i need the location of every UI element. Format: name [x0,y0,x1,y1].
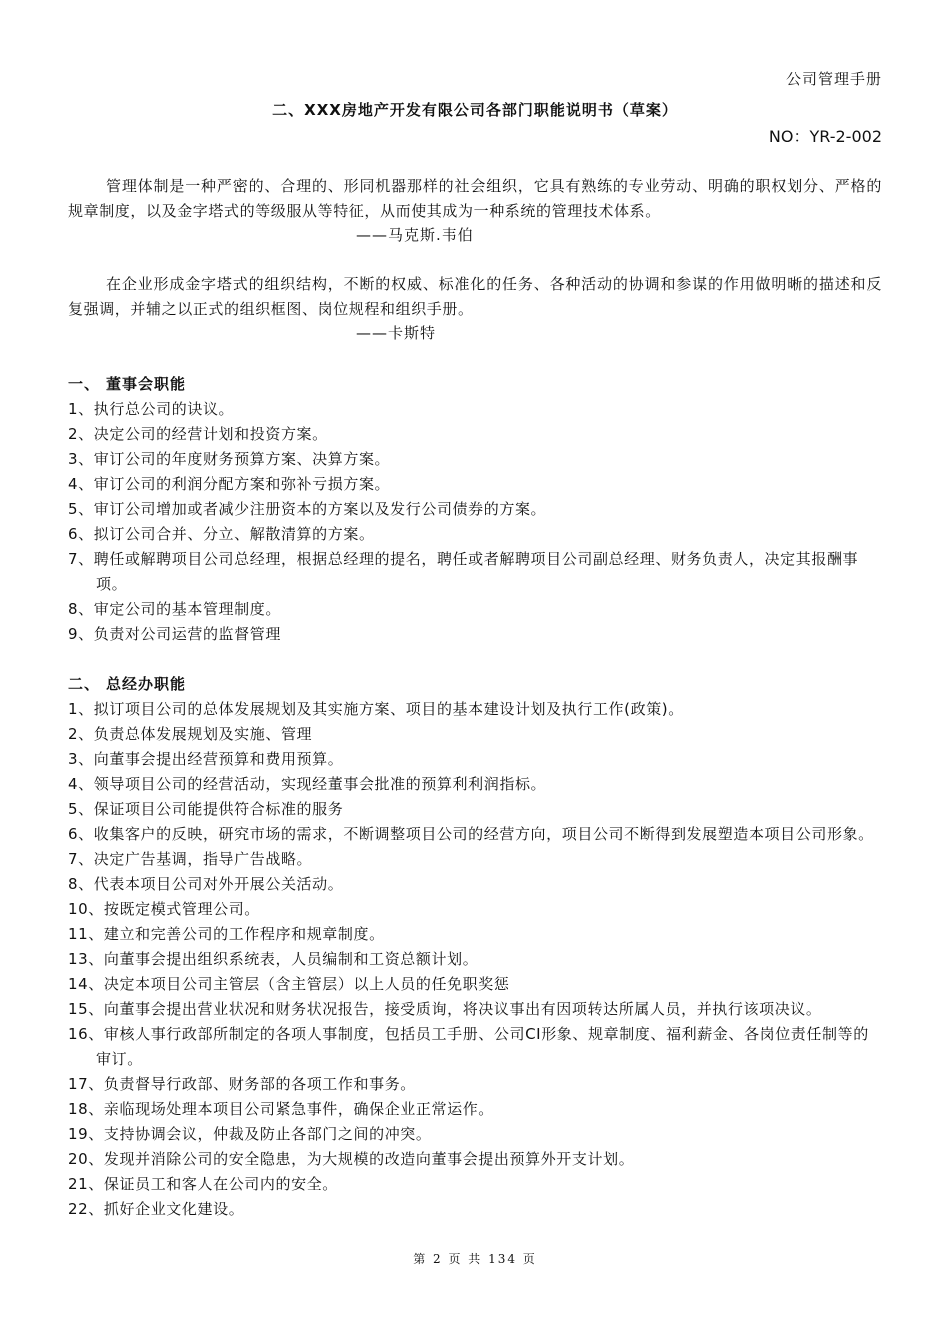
item-text: 拟订项目公司的总体发展规划及其实施方案、项目的基本建设计划及执行工作(政策)。 [93,700,684,718]
quote-paragraph: 在企业形成金字塔式的组织结构，不断的权威、标准化的任务、各种活动的协调和参谋的作用做明晰的描述和反复强调，并辅之以正式的组织框图、岗位规程和组织手册。 [68,275,882,318]
page-footer: 第 2 页 共 134 页 [413,1252,537,1266]
item-text: 发现并消除公司的安全隐患，为大规模的改造向董事会提出预算外开支计划。 [103,1150,635,1168]
item-number: 13、 [68,950,104,968]
item-number: 15、 [68,1000,104,1018]
item-number: 2、 [68,425,94,443]
item-text: 亲临现场处理本项目公司紧急事件，确保企业正常运作。 [103,1100,494,1118]
quote-attribution: ——马克斯.韦伯 [356,226,474,244]
item-number: 7、 [68,550,94,568]
quote-paragraph: 管理体制是一种严密的、合理的、形同机器那样的社会组织，它具有熟练的专业劳动、明确的职权划分、严格的规章制度，以及金字塔式的等级服从等特征，从而使其成为一种系统的管理技术体系。 [68,177,882,220]
item-number: 3、 [68,750,94,768]
function-list [68,397,882,647]
document-title: 二、XXX房地产开发有限公司各部门职能说明书（草案） [272,101,678,119]
section-number: 一、 [68,375,101,393]
list-item [68,1072,882,1097]
item-number: 2、 [68,725,94,743]
item-number: 5、 [68,500,94,518]
item-number: 1、 [68,400,94,418]
item-text: 负责督导行政部、财务部的各项工作和事务。 [103,1075,416,1093]
item-number: 1、 [68,700,94,718]
item-number: 8、 [68,600,94,618]
item-text: 审定公司的基本管理制度。 [93,600,281,618]
item-number: 21、 [68,1175,104,1193]
list-item [68,797,882,822]
list-item [68,422,882,447]
item-text: 抓好企业文化建设。 [103,1200,245,1218]
list-item [68,1197,882,1222]
item-text: 向董事会提出组织系统表，人员编制和工资总额计划。 [103,950,479,968]
list-item [68,972,882,997]
item-number: 6、 [68,825,94,843]
item-text: 按既定模式管理公司。 [103,900,260,918]
item-number: 5、 [68,800,94,818]
list-item [68,447,882,472]
item-number: 8、 [68,875,94,893]
item-text: 审订公司的利润分配方案和弥补亏损方案。 [93,475,391,493]
section-number: 二、 [68,675,101,693]
item-number: 6、 [68,525,94,543]
item-text: 拟订公司合并、分立、解散清算的方案。 [93,525,375,543]
list-item [68,1147,882,1172]
item-number: 20、 [68,1150,104,1168]
list-item [68,872,882,897]
section-heading [68,372,882,397]
list-item [68,597,882,622]
item-number: 3、 [68,450,94,468]
item-text: 保证项目公司能提供符合标准的服务 [93,800,344,818]
item-number: 7、 [68,850,94,868]
list-item [68,497,882,522]
list-item [68,1122,882,1147]
list-item [68,722,882,747]
list-item [68,897,882,922]
list-item [68,997,882,1022]
list-item [68,847,882,872]
list-item [68,397,882,422]
list-item [68,472,882,497]
item-text: 保证员工和客人在公司内的安全。 [103,1175,338,1193]
list-item [68,1097,882,1122]
list-item [68,947,882,972]
list-item [68,522,882,547]
item-text: 收集客户的反映，研究市场的需求，不断调整项目公司的经营方向，项目公司不断得到发展塑造本项目公司形象。 [93,825,874,843]
item-number: 17、 [68,1075,104,1093]
item-number: 18、 [68,1100,104,1118]
item-number: 19、 [68,1125,104,1143]
item-text: 向董事会提出营业状况和财务状况报告，接受质询，将决议事出有因项转达所属人员，并执行该项决议。 [103,1000,822,1018]
section-title: 总经办职能 [106,675,187,693]
list-item [68,922,882,947]
section-heading [68,672,882,697]
list-item [68,822,882,847]
item-text: 向董事会提出经营预算和费用预算。 [93,750,344,768]
list-item [68,697,882,722]
item-text: 建立和完善公司的工作程序和规章制度。 [103,925,385,943]
list-item [68,747,882,772]
item-number: 9、 [68,625,94,643]
section-title: 董事会职能 [106,375,187,393]
quote-attribution: ——卡斯特 [356,324,437,342]
item-text: 负责总体发展规划及实施、管理 [93,725,313,743]
item-text: 支持协调会议，仲裁及防止各部门之间的冲突。 [103,1125,432,1143]
function-list [68,697,882,1222]
item-text: 执行总公司的诀议。 [93,400,235,418]
item-number: 16、 [68,1025,104,1043]
item-text: 领导项目公司的经营活动，实现经董事会批准的预算利利润指标。 [93,775,547,793]
item-text: 聘任或解聘项目公司总经理，根据总经理的提名，聘任或者解聘项目公司副总经理、财务负责人，决定其报酬事项。 [93,550,859,593]
item-number: 11、 [68,925,104,943]
list-item [68,622,882,647]
item-text: 负责对公司运营的监督管理 [93,625,281,643]
item-text: 决定公司的经营计划和投资方案。 [93,425,328,443]
item-number: 4、 [68,475,94,493]
item-number: 22、 [68,1200,104,1218]
section-board-functions [68,372,882,647]
list-item [68,1172,882,1197]
item-text: 代表本项目公司对外开展公关活动。 [93,875,344,893]
item-text: 审订公司增加或者减少注册资本的方案以及发行公司债券的方案。 [93,500,547,518]
item-text: 决定本项目公司主管层（含主管层）以上人员的任免职奖惩 [103,975,510,993]
section-gm-office-functions [68,672,882,1222]
item-number: 10、 [68,900,104,918]
manual-label: 公司管理手册 [785,70,882,88]
item-number: 14、 [68,975,104,993]
list-item [68,772,882,797]
list-item [68,1022,882,1072]
item-number: 4、 [68,775,94,793]
list-item [68,547,882,597]
item-text: 审订公司的年度财务预算方案、决算方案。 [93,450,391,468]
item-text: 决定广告基调，指导广告战略。 [93,850,313,868]
document-number: NO：YR-2-002 [768,127,882,146]
item-text: 审核人事行政部所制定的各项人事制度，包括员工手册、公司CI形象、规章制度、福利薪金、各岗位责任制等的审订。 [96,1025,869,1068]
